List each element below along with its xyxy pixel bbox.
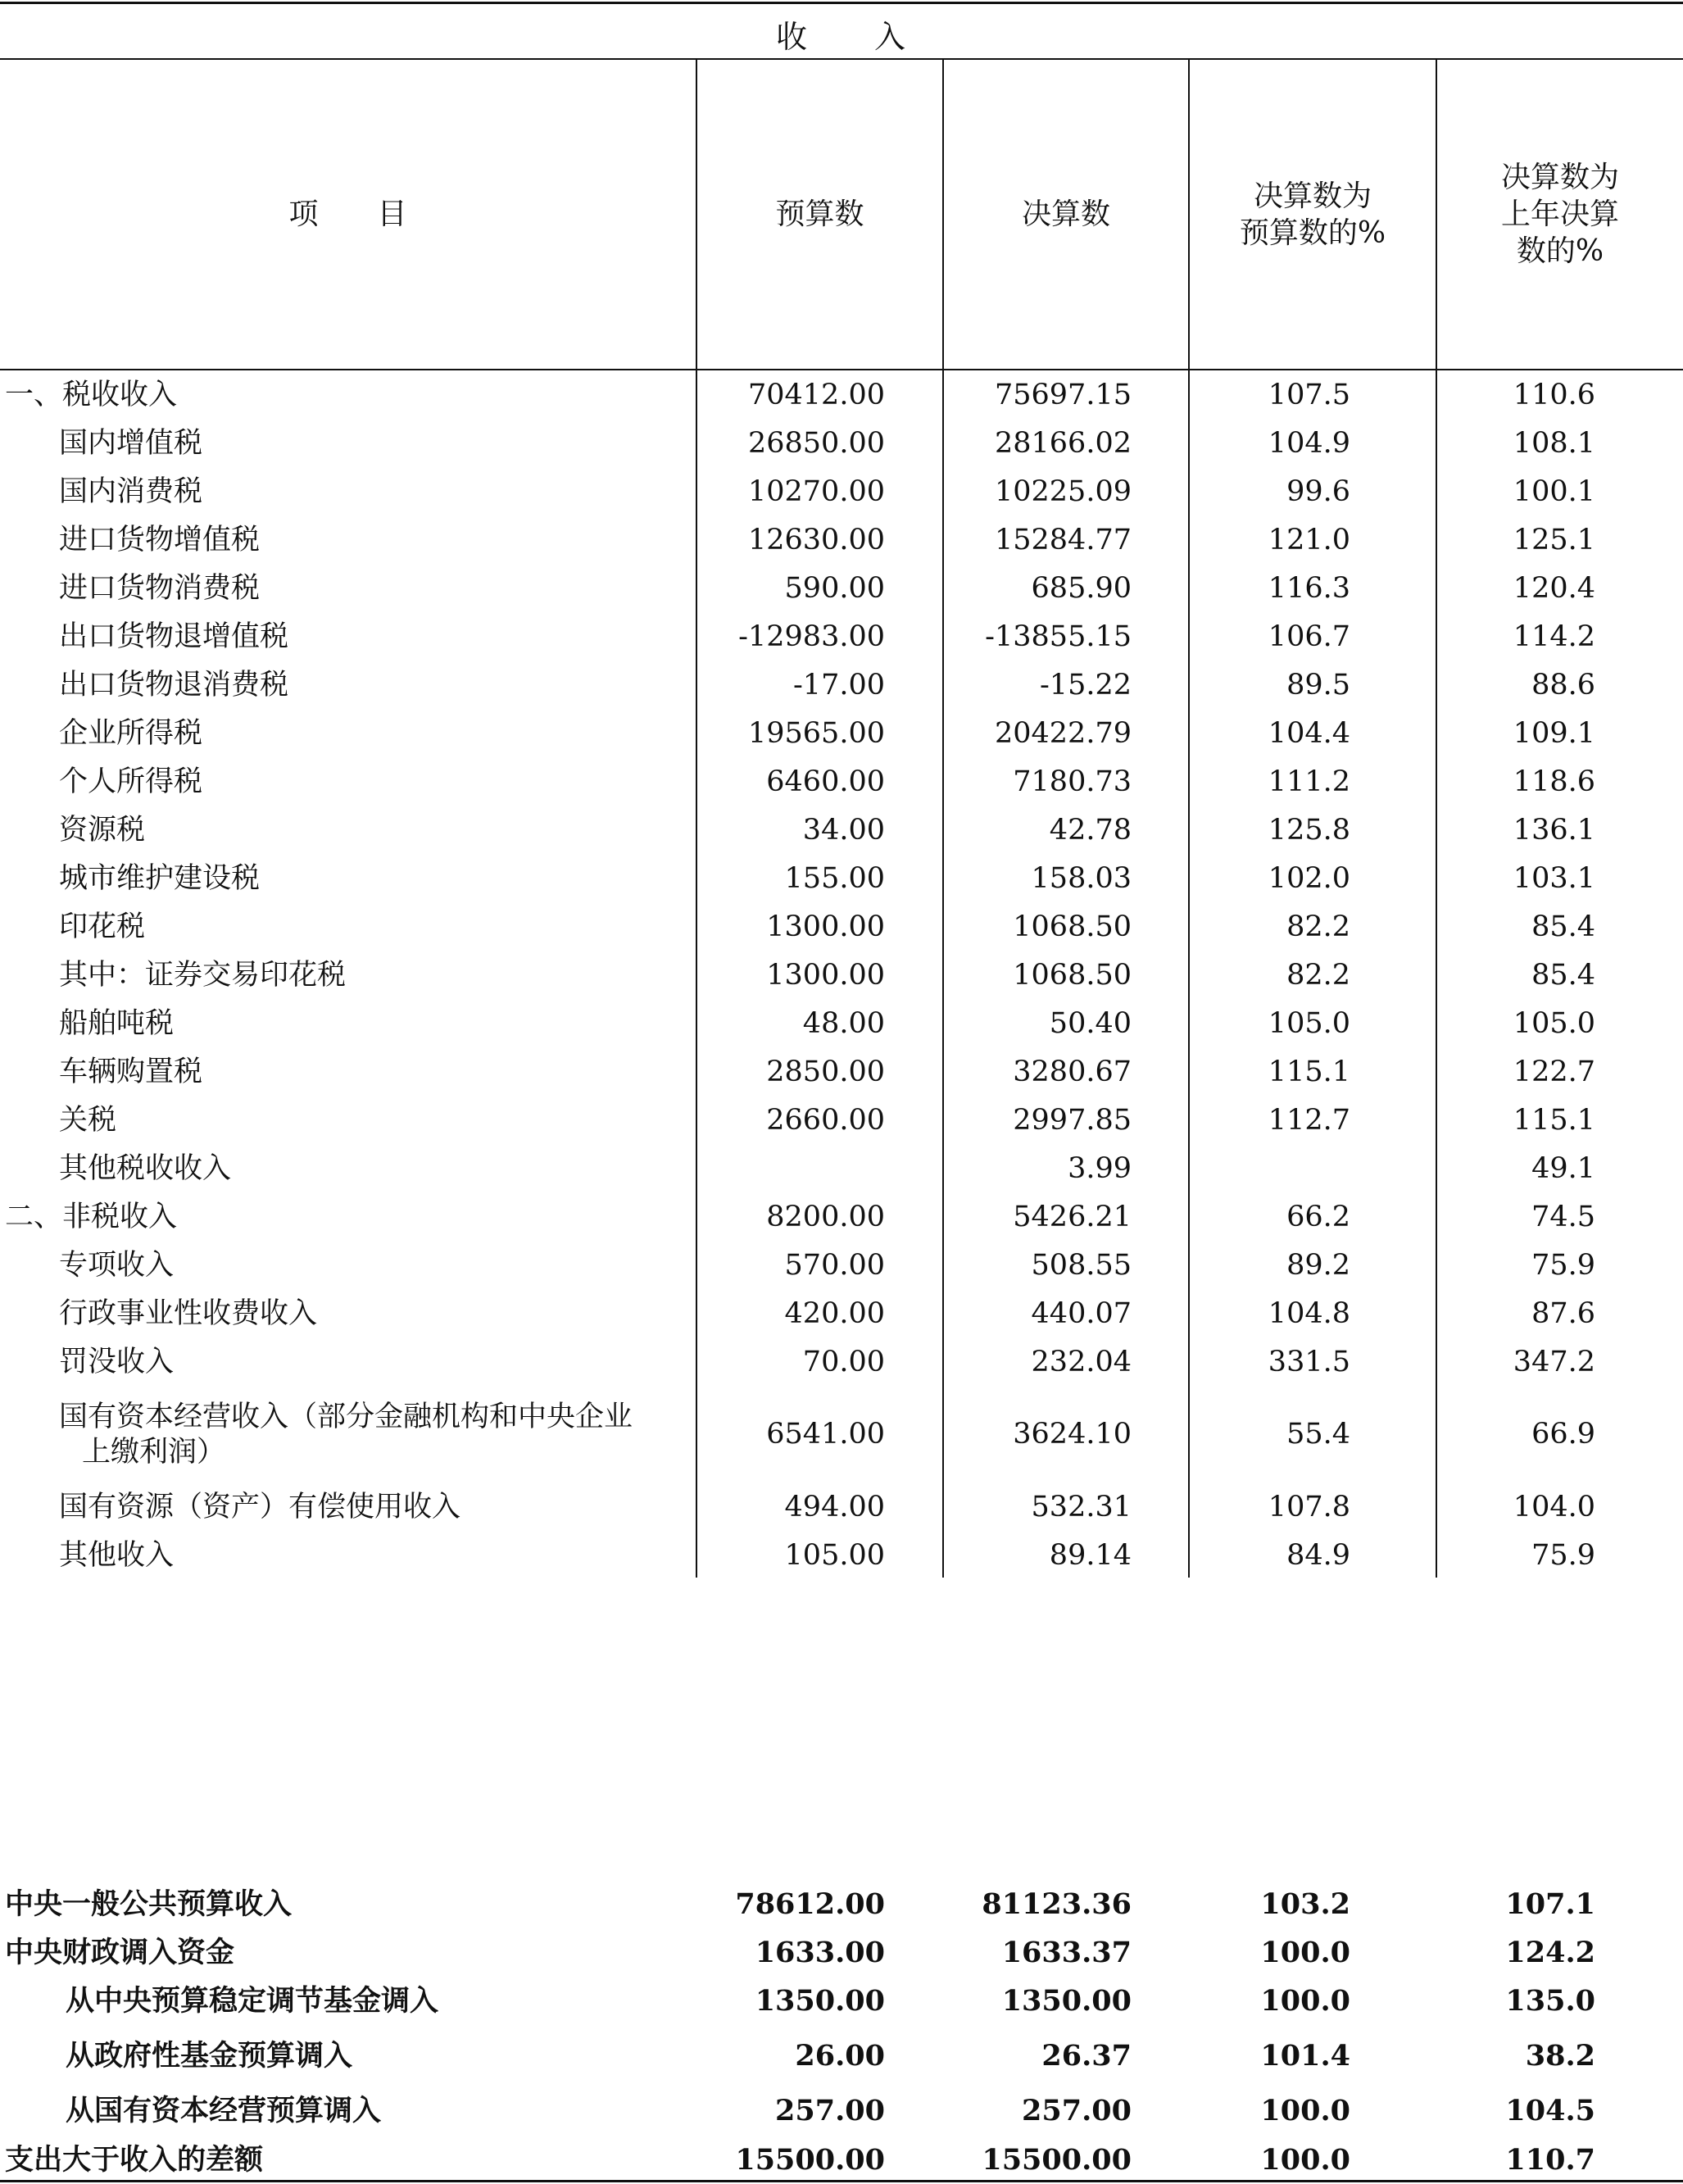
row-label: 其他收入 <box>59 1539 175 1572</box>
row-pct-prev-value: 66.9 <box>1531 1418 1595 1451</box>
row-pct-budget-value: 82.2 <box>1286 959 1350 992</box>
summary-pct-prev-value: 38.2 <box>1525 2039 1595 2073</box>
row-pct-budget-value: 89.5 <box>1286 669 1350 702</box>
header-final-label: 决算数 <box>1021 198 1110 231</box>
row-final-value: 10225.09 <box>994 475 1132 508</box>
summary-pct-budget-value: 100.0 <box>1260 1936 1350 1969</box>
summary-final-value: 257.00 <box>1022 2094 1132 2127</box>
row-final-value: 158.03 <box>1031 862 1132 895</box>
row-label: 印花税 <box>59 910 146 943</box>
row-final-value: 440.07 <box>1031 1297 1132 1330</box>
summary-pct-prev-value: 135.0 <box>1505 1984 1595 2018</box>
row-budget-value: 19565.00 <box>747 717 885 750</box>
row-final-value: 28166.02 <box>994 427 1132 460</box>
row-pct-prev-value: 122.7 <box>1513 1056 1595 1088</box>
row-budget-value: 1300.00 <box>766 910 885 943</box>
row-pct-prev-value: 87.6 <box>1531 1297 1595 1330</box>
row-budget-value: 26850.00 <box>747 427 885 460</box>
row-pct-budget-value: 111.2 <box>1268 765 1350 798</box>
header-pct-prev <box>1437 60 1683 369</box>
row-label: 进口货物增值税 <box>59 524 261 556</box>
row-pct-budget-value: 105.0 <box>1268 1007 1350 1040</box>
header-pct-prev-line: 决算数为 <box>1500 161 1619 194</box>
row-label: 出口货物退增值税 <box>59 620 289 653</box>
header-budget <box>697 60 942 369</box>
row-label: 国内增值税 <box>59 427 203 460</box>
row-pct-budget-value: 107.8 <box>1268 1491 1350 1523</box>
header-item-label: 项 目 <box>288 198 407 231</box>
row-final-value: -15.22 <box>1039 669 1132 702</box>
row-budget-value: 590.00 <box>784 572 885 605</box>
row-budget-value: 12630.00 <box>747 524 885 556</box>
summary-row-label: 支出大于收入的差额 <box>5 2143 264 2177</box>
header-pct-budget <box>1190 60 1436 369</box>
row-final-value: 3.99 <box>1068 1152 1132 1185</box>
row-pct-prev-value: 109.1 <box>1513 717 1595 750</box>
header-budget-label: 预算数 <box>775 198 864 231</box>
row-label: 二、非税收入 <box>5 1201 178 1233</box>
row-budget-value: 70.00 <box>802 1346 885 1378</box>
summary-final-value: 81123.36 <box>982 1887 1132 1921</box>
row-pct-prev-value: 100.1 <box>1513 475 1595 508</box>
row-pct-prev-value: 118.6 <box>1513 765 1595 798</box>
row-final-value: 5426.21 <box>1013 1201 1132 1233</box>
summary-pct-budget-value: 100.0 <box>1260 2094 1350 2127</box>
summary-pct-prev-value: 104.5 <box>1505 2094 1595 2127</box>
row-pct-budget-value: 102.0 <box>1268 862 1350 895</box>
row-pct-budget-value: 66.2 <box>1286 1201 1350 1233</box>
row-pct-prev-value: 120.4 <box>1513 572 1595 605</box>
header-item <box>0 60 696 369</box>
summary-budget-value: 257.00 <box>775 2094 885 2127</box>
row-budget-value: 155.00 <box>784 862 885 895</box>
row-label: 出口货物退消费税 <box>59 669 289 702</box>
row-budget-value: 34.00 <box>802 814 885 847</box>
header-rule <box>0 369 1683 370</box>
row-final-value: 2997.85 <box>1013 1104 1132 1137</box>
row-label: 罚没收入 <box>59 1346 175 1378</box>
row-pct-budget-value: 104.4 <box>1268 717 1350 750</box>
row-label: 城市维护建设税 <box>59 862 261 895</box>
summary-pct-budget-value: 101.4 <box>1260 2039 1350 2073</box>
summary-final-value: 15500.00 <box>982 2143 1132 2177</box>
row-label-continued: 上缴利润） <box>82 1436 226 1469</box>
row-pct-prev-value: 136.1 <box>1513 814 1595 847</box>
row-pct-budget-value: 121.0 <box>1268 524 1350 556</box>
row-pct-budget-value: 55.4 <box>1286 1418 1350 1451</box>
summary-row-label: 从国有资本经营预算调入 <box>66 2094 382 2127</box>
row-budget-value: 570.00 <box>784 1249 885 1282</box>
row-label: 进口货物消费税 <box>59 572 261 605</box>
bottom-rule <box>0 2180 1683 2182</box>
row-budget-value: 420.00 <box>784 1297 885 1330</box>
row-pct-prev-value: 88.6 <box>1531 669 1595 702</box>
row-budget-value: 48.00 <box>802 1007 885 1040</box>
row-label: 关税 <box>59 1104 117 1137</box>
row-pct-budget-value: 116.3 <box>1268 572 1350 605</box>
row-final-value: -13855.15 <box>985 620 1132 653</box>
row-label: 企业所得税 <box>59 717 203 750</box>
summary-pct-budget-value: 100.0 <box>1260 2143 1350 2177</box>
row-pct-prev-value: 49.1 <box>1531 1152 1595 1185</box>
row-pct-budget-value: 89.2 <box>1286 1249 1350 1282</box>
row-label: 行政事业性收费收入 <box>59 1297 318 1330</box>
row-final-value: 20422.79 <box>994 717 1132 750</box>
row-pct-prev-value: 85.4 <box>1531 910 1595 943</box>
row-pct-budget-value: 99.6 <box>1286 475 1350 508</box>
row-label: 国有资源（资产）有偿使用收入 <box>59 1491 461 1523</box>
row-pct-prev-value: 125.1 <box>1513 524 1595 556</box>
row-pct-budget-value: 107.5 <box>1268 379 1350 411</box>
summary-pct-prev-value: 110.7 <box>1505 2143 1595 2177</box>
row-pct-prev-value: 74.5 <box>1531 1201 1595 1233</box>
row-final-value: 3624.10 <box>1013 1418 1132 1451</box>
row-label: 其他税收收入 <box>59 1152 232 1185</box>
row-final-value: 1068.50 <box>1013 959 1132 992</box>
row-final-value: 89.14 <box>1049 1539 1132 1572</box>
summary-row-label: 从政府性基金预算调入 <box>66 2039 353 2073</box>
row-pct-prev-value: 85.4 <box>1531 959 1595 992</box>
row-pct-prev-value: 103.1 <box>1513 862 1595 895</box>
row-budget-value: 2660.00 <box>766 1104 885 1137</box>
summary-pct-prev-value: 124.2 <box>1505 1936 1595 1969</box>
row-budget-value: 1300.00 <box>766 959 885 992</box>
row-pct-budget-value: 331.5 <box>1268 1346 1350 1378</box>
summary-row-label: 中央一般公共预算收入 <box>5 1887 293 1921</box>
row-label: 专项收入 <box>59 1249 175 1282</box>
row-pct-prev-value: 110.6 <box>1513 379 1595 411</box>
row-label: 国有资本经营收入（部分金融机构和中央企业 <box>59 1401 633 1433</box>
row-label: 个人所得税 <box>59 765 203 798</box>
row-budget-value: 10270.00 <box>747 475 885 508</box>
header-final <box>944 60 1188 369</box>
row-pct-prev-value: 104.0 <box>1513 1491 1595 1523</box>
row-pct-budget-value: 104.9 <box>1268 427 1350 460</box>
row-pct-prev-value: 114.2 <box>1513 620 1595 653</box>
row-final-value: 232.04 <box>1031 1346 1132 1378</box>
row-pct-prev-value: 108.1 <box>1513 427 1595 460</box>
row-final-value: 15284.77 <box>994 524 1132 556</box>
header-pct-budget-line: 决算数为 <box>1253 179 1372 213</box>
header-pct-budget-line: 预算数的% <box>1239 216 1386 250</box>
summary-budget-value: 1350.00 <box>755 1984 885 2018</box>
row-pct-prev-value: 347.2 <box>1513 1346 1595 1378</box>
row-pct-prev-value: 75.9 <box>1531 1249 1595 1282</box>
row-final-value: 508.55 <box>1031 1249 1132 1282</box>
row-budget-value: -17.00 <box>792 669 885 702</box>
row-pct-budget-value: 115.1 <box>1268 1056 1350 1088</box>
summary-budget-value: 78612.00 <box>735 1887 885 1921</box>
row-final-value: 75697.15 <box>994 379 1132 411</box>
summary-budget-value: 15500.00 <box>735 2143 885 2177</box>
row-label: 国内消费税 <box>59 475 203 508</box>
row-label: 车辆购置税 <box>59 1056 203 1088</box>
top-rule <box>0 2 1683 4</box>
row-pct-budget-value: 84.9 <box>1286 1539 1350 1572</box>
row-label: 其中：证券交易印花税 <box>59 959 347 992</box>
row-budget-value: 70412.00 <box>747 379 885 411</box>
header-pct-prev-line: 数的% <box>1516 234 1604 268</box>
row-label: 资源税 <box>59 814 146 847</box>
row-budget-value: 8200.00 <box>766 1201 885 1233</box>
row-final-value: 3280.67 <box>1013 1056 1132 1088</box>
summary-pct-budget-value: 103.2 <box>1260 1887 1350 1921</box>
row-budget-value: 494.00 <box>784 1491 885 1523</box>
row-pct-budget-value: 112.7 <box>1268 1104 1350 1137</box>
row-budget-value: 6541.00 <box>766 1418 885 1451</box>
summary-pct-budget-value: 100.0 <box>1260 1984 1350 2018</box>
row-final-value: 50.40 <box>1049 1007 1132 1040</box>
summary-row-label: 中央财政调入资金 <box>5 1936 235 1969</box>
summary-final-value: 1350.00 <box>1001 1984 1132 2018</box>
row-pct-prev-value: 75.9 <box>1531 1539 1595 1572</box>
row-label: 一、税收收入 <box>5 379 178 411</box>
row-final-value: 42.78 <box>1049 814 1132 847</box>
summary-final-value: 1633.37 <box>1001 1936 1132 1969</box>
row-pct-prev-value: 105.0 <box>1513 1007 1595 1040</box>
row-budget-value: 2850.00 <box>766 1056 885 1088</box>
row-budget-value: 6460.00 <box>766 765 885 798</box>
row-pct-budget-value: 104.8 <box>1268 1297 1350 1330</box>
row-final-value: 685.90 <box>1031 572 1132 605</box>
table-title: 收 入 <box>775 19 907 55</box>
summary-final-value: 26.37 <box>1041 2039 1132 2073</box>
summary-budget-value: 1633.00 <box>755 1936 885 1969</box>
row-budget-value: 105.00 <box>784 1539 885 1572</box>
row-final-value: 1068.50 <box>1013 910 1132 943</box>
header-pct-prev-line: 上年决算 <box>1500 198 1619 231</box>
row-pct-budget-value: 106.7 <box>1268 620 1350 653</box>
row-final-value: 7180.73 <box>1013 765 1132 798</box>
row-final-value: 532.31 <box>1031 1491 1132 1523</box>
summary-row-label: 从中央预算稳定调节基金调入 <box>66 1984 439 2018</box>
summary-pct-prev-value: 107.1 <box>1505 1887 1595 1921</box>
row-label: 船舶吨税 <box>59 1007 175 1040</box>
row-pct-budget-value: 82.2 <box>1286 910 1350 943</box>
row-pct-prev-value: 115.1 <box>1513 1104 1595 1137</box>
row-budget-value: -12983.00 <box>738 620 885 653</box>
row-pct-budget-value: 125.8 <box>1268 814 1350 847</box>
summary-budget-value: 26.00 <box>795 2039 885 2073</box>
